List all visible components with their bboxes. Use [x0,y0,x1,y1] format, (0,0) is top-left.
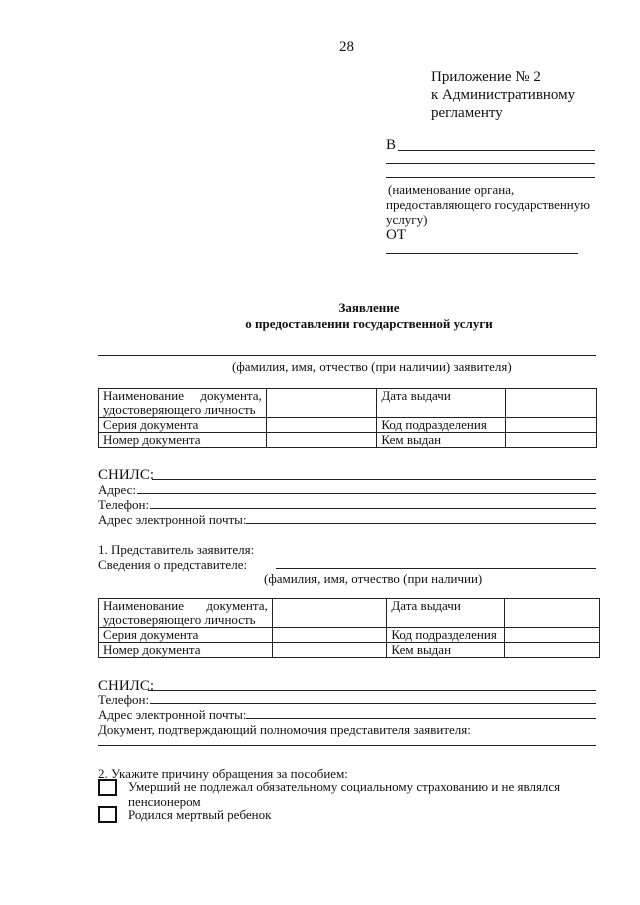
reason-option-1-label: Умерший не подлежал обязательному социальному страхованию и не являлся [128,779,561,794]
applicant-snils-label: СНИЛС: [98,467,155,483]
applicant-issued-by-label: Кем выдан [377,433,506,448]
rep-series-field[interactable] [272,628,387,643]
rep-number-label: Номер документа [99,643,273,658]
applicant-series-field[interactable] [266,418,377,433]
form-title: Заявление [338,300,400,315]
to-org-line-3[interactable] [386,177,595,178]
from-prefix: ОТ [386,227,406,243]
org-hint-1: (наименование органа, [388,182,515,197]
applicant-series-label: Серия документа [99,418,267,433]
rep-phone-line[interactable] [150,703,596,704]
applicant-dept-code-field[interactable] [506,418,597,433]
applicant-phone-line[interactable] [150,508,596,509]
applicant-phone-label: Телефон: [98,497,150,512]
page-number: 28 [339,39,354,55]
applicant-doc-name-label: Наименование документа, удостоверяющего личность [99,389,267,418]
rep-doc-name-label: Наименование документа, удостоверяющего личность [99,599,273,628]
applicant-issued-by-field[interactable] [506,433,597,448]
form-subtitle: о предоставлении государственной услуги [245,316,493,331]
rep-dept-code-field[interactable] [505,628,600,643]
representative-name-hint: (фамилия, имя, отчество (при наличии) [264,571,483,586]
representative-heading: 1. Представитель заявителя: [98,542,255,557]
to-org-line-2[interactable] [386,163,595,164]
applicant-number-field[interactable] [266,433,377,448]
applicant-issue-date-field[interactable] [506,389,597,418]
applicant-name-hint: (фамилия, имя, отчество (при наличии) заявителя) [232,359,512,374]
applicant-name-line[interactable] [98,355,596,356]
org-hint-3: услугу) [386,212,428,227]
applicant-doc-name-field[interactable] [266,389,377,418]
rep-email-label: Адрес электронной почты: [98,707,247,722]
applicant-snils-line[interactable] [152,479,596,480]
reason-option-2-label: Родился мертвый ребенок [128,807,272,822]
rep-authority-doc-label: Документ, подтверждающий полномочия представителя заявителя: [98,722,471,737]
rep-issued-by-field[interactable] [505,643,600,658]
reason-option-1-label-2: пенсионером [128,794,201,809]
rep-email-line[interactable] [246,718,596,719]
appendix-ref: к Административному [431,87,576,103]
applicant-issue-date-label: Дата выдачи [377,389,506,418]
representative-info-label: Сведения о представителе: [98,557,248,572]
org-hint-2: предоставляющего государственную [386,197,590,212]
rep-dept-code-label: Код подразделения [387,628,505,643]
reason-option-2-checkbox[interactable] [98,806,117,823]
representative-name-line[interactable] [276,568,596,569]
rep-issue-date-field[interactable] [505,599,600,628]
representative-id-table [98,598,600,658]
appendix-title: Приложение № 2 [431,69,541,85]
rep-doc-name-field[interactable] [272,599,387,628]
appendix-ref-2: регламенту [431,105,503,121]
to-org-line[interactable] [398,150,595,151]
rep-issue-date-label: Дата выдачи [387,599,505,628]
applicant-address-line[interactable] [137,493,596,494]
rep-issued-by-label: Кем выдан [387,643,505,658]
applicant-email-label: Адрес электронной почты: [98,512,247,527]
reason-heading: 2. Укажите причину обращения за пособием: [98,766,348,781]
applicant-id-table [98,388,597,448]
applicant-email-line[interactable] [246,523,596,524]
rep-snils-label: СНИЛС: [98,678,155,694]
to-prefix: В [386,137,397,153]
rep-number-field[interactable] [272,643,387,658]
rep-snils-line[interactable] [148,690,596,691]
rep-series-label: Серия документа [99,628,273,643]
rep-phone-label: Телефон: [98,692,150,707]
reason-option-1-checkbox[interactable] [98,779,117,796]
applicant-number-label: Номер документа [99,433,267,448]
applicant-address-label: Адрес: [98,482,136,497]
rep-authority-doc-line[interactable] [98,745,596,746]
from-line[interactable] [386,253,578,254]
applicant-dept-code-label: Код подразделения [377,418,506,433]
